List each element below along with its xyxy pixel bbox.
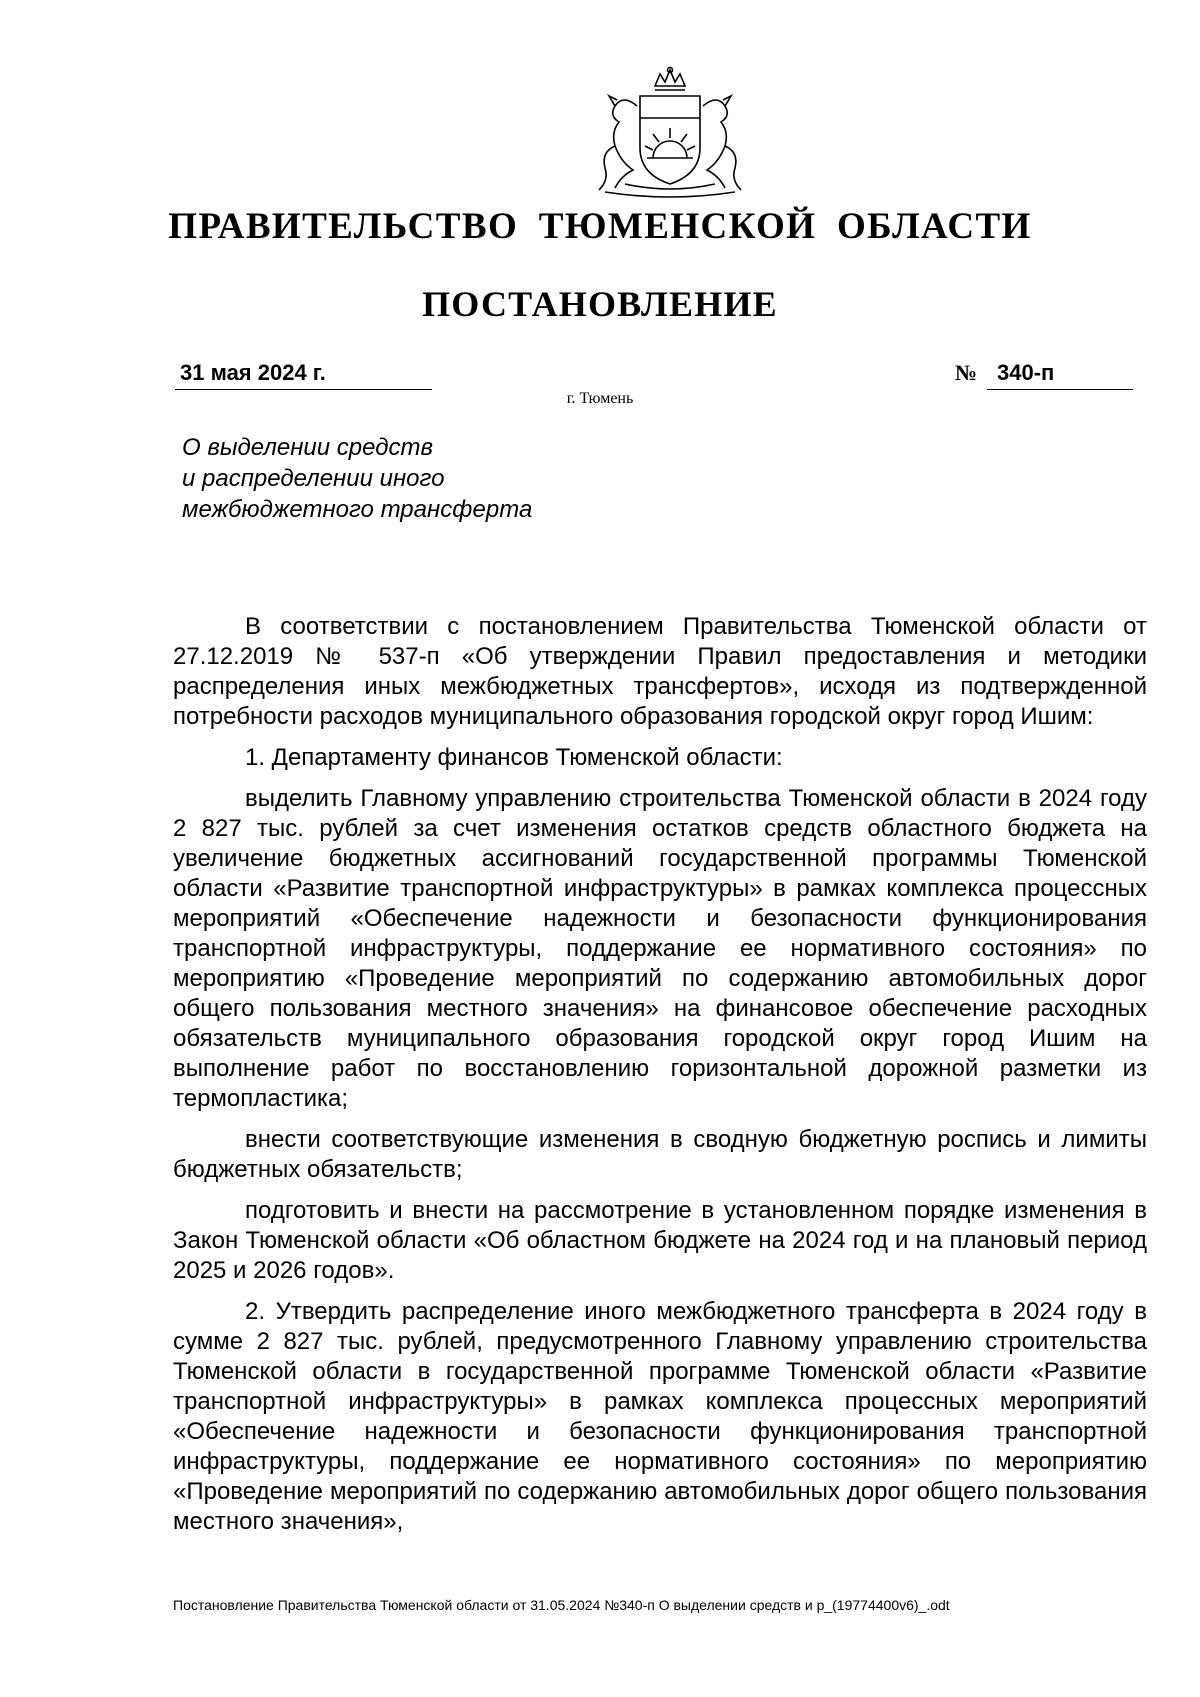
body-paragraph: 1. Департаменту финансов Тюменской области:: [245, 744, 783, 771]
number-field: [955, 360, 1133, 389]
body-paragraph: 2. Утвердить распределение иного межбюджетного трансферта в 2024 году в сумме 2 827 тыс. рублей, предусмотренного Главному управлению строительства Тюменской области в государственной программе Тюменской области «Развитие транспортной инфраструктуры» в рамках комплекса процессных мероприятий «Обеспечение надежности и безопасности функционирования транспортной инфраструктуры, поддержание ее нормативного состояния» по мероприятию «Проведение мероприятий по содержанию автомобильных дорог общего пользования местного значения»,: [173, 1298, 1147, 1535]
document-subject: [182, 432, 702, 525]
document-date: 31 мая 2024 г.: [180, 360, 326, 385]
body-paragraph: подготовить и внести на рассмотрение в установленном порядке изменения в Закон Тюменской области «Об областном бюджете на 2024 год и на плановый период 2025 и 2026 годов».: [173, 1197, 1147, 1284]
subject-line: и распределении иного: [182, 465, 445, 492]
body-paragraph: В соответствии с постановлением Правительства Тюменской области от 27.12.2019 № 537-п «Об утверждении Правил предоставления и методики распределения иных межбюджетных трансфертов», исходя из подтвержденной потребности расходов муниципального образования городской округ город Ишим:: [173, 613, 1147, 730]
document-body: [173, 612, 1147, 1548]
number-underline: [987, 360, 1133, 390]
city: г. Тюмень: [566, 390, 634, 407]
body-paragraph: внести соответствующие изменения в сводную бюджетную роспись и лимиты бюджетных обязательств;: [173, 1126, 1147, 1183]
footer-file-reference: Постановление Правительства Тюменской области от 31.05.2024 №340-п О выделении средств и р_(19774400v6)_.odt: [173, 1597, 950, 1613]
government-title: ПРАВИТЕЛЬСТВО ТЮМЕНСКОЙ ОБЛАСТИ: [168, 206, 1032, 247]
tyumen-region-coat-of-arms-icon: [585, 66, 755, 202]
subject-line: О выделении средств: [182, 434, 434, 461]
document-number: 340-п: [997, 360, 1055, 385]
date-field: [175, 360, 432, 390]
body-paragraph: выделить Главному управлению строительства Тюменской области в 2024 году 2 827 тыс. рублей за счет изменения остатков средств областного бюджета на увеличение бюджетных ассигнований государственной программы Тюменской области «Развитие транспортной инфраструктуры» в рамках комплекса процессных мероприятий «Обеспечение надежности и безопасности функционирования транспортной инфраструктуры, поддержание ее нормативного состояния» по мероприятию «Проведение мероприятий по содержанию автомобильных дорог общего пользования местного значения» на финансовое обеспечение расходных обязательств муниципального образования городской округ город Ишим на выполнение работ по восстановлению горизонтальной дорожной разметки из термопластика;: [173, 785, 1147, 1112]
subject-line: межбюджетного трансферта: [182, 496, 533, 523]
number-sign: №: [955, 360, 978, 385]
document-type: ПОСТАНОВЛЕНИЕ: [422, 284, 778, 324]
